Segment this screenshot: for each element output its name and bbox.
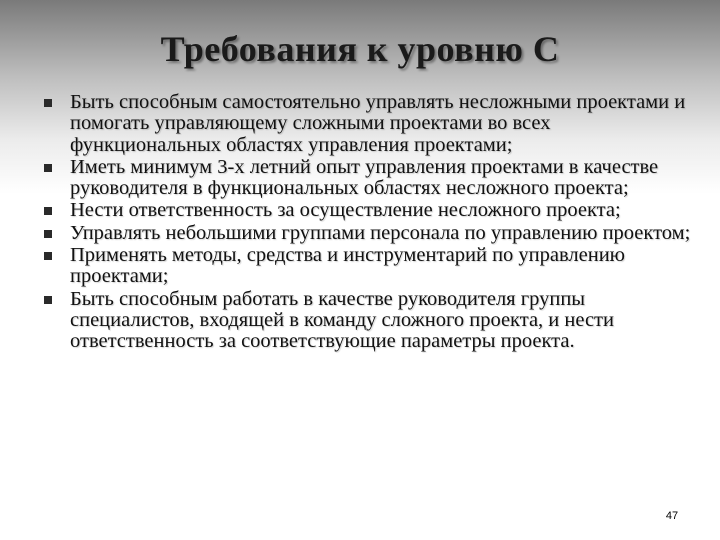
bullet-text: Быть способным работать в качестве руководителя группы специалистов, входящей в команду сложного проекта, и нести ответственность за соответствующие параметры проекта. <box>70 287 614 353</box>
bullet-text: Иметь минимум 3-х летний опыт управления проектами в качестве руководителя в функциональных областях несложного проекта; <box>70 155 659 200</box>
bullet-text: Быть способным самостоятельно управлять несложными проектами и помогать управляющему сложными проектами во всех функциональных областях управления проектами; <box>70 91 686 156</box>
bullet-item <box>40 289 700 353</box>
square-bullet-icon <box>44 252 52 260</box>
slide-title: Требования к уровню С <box>160 29 560 69</box>
bullet-item <box>40 200 700 221</box>
bullet-text: Применять методы, средства и инструментарий по управлению проектами; <box>70 244 625 288</box>
square-bullet-icon <box>44 230 52 238</box>
bullet-item <box>40 92 700 156</box>
bullet-text: Нести ответственность за осуществление несложного проекта; <box>70 199 621 222</box>
square-bullet-icon <box>44 164 52 172</box>
bullet-list <box>40 92 700 354</box>
bullet-item <box>40 223 700 244</box>
square-bullet-icon <box>44 99 52 107</box>
square-bullet-icon <box>44 296 52 304</box>
square-bullet-icon <box>44 207 52 215</box>
page-number: 47 <box>665 510 679 522</box>
bullet-text: Управлять небольшими группами персонала по управлению проектом; <box>70 221 691 244</box>
bullet-item <box>40 245 700 288</box>
bullet-item <box>40 157 700 200</box>
